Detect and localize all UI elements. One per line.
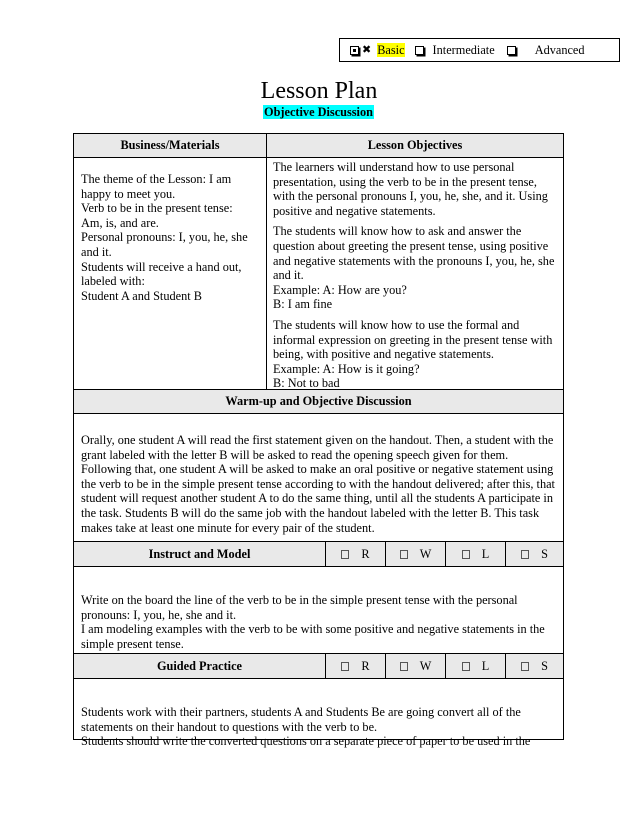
advanced-checkbox[interactable] — [507, 46, 516, 55]
level-selector — [339, 38, 620, 62]
objective-line: Example: A: How are you? — [273, 282, 407, 297]
skill-reading[interactable] — [326, 542, 386, 566]
lesson-plan-table — [73, 133, 564, 749]
materials-line: Students will receive a hand out, — [81, 259, 242, 274]
materials-line: Am, is, and are. — [81, 215, 159, 230]
instruct-header-row — [74, 542, 563, 567]
level-basic-label: Basic — [377, 42, 405, 57]
skill-label: W — [419, 658, 432, 673]
skill-speaking[interactable] — [506, 654, 563, 678]
skill-listening[interactable] — [446, 542, 506, 566]
table-body-row — [74, 158, 563, 390]
skill-label: R — [361, 546, 370, 561]
instruct-line: Write on the board the line of the verb to be in the simple present tense with the personal — [81, 593, 518, 607]
warmup-line: grant labeled with the letter B will be asked to read the opening speech given for them. — [81, 447, 509, 462]
objective-line: The students will know how to ask and answer the — [273, 224, 522, 239]
guided-heading: Guided Practice — [74, 654, 326, 678]
skill-label: S — [541, 658, 548, 673]
table-header-row — [74, 134, 563, 158]
objective-paragraph — [273, 318, 557, 391]
instruct-line: I am modeling examples with the verb to be with some positive and negative statements in the — [81, 622, 545, 637]
checkbox-icon — [521, 662, 529, 671]
skill-label: S — [541, 546, 548, 561]
instruct-line: simple present tense. — [81, 636, 184, 651]
skill-label: R — [361, 658, 370, 673]
objective-line: and it. — [273, 268, 304, 283]
skill-writing[interactable] — [386, 654, 446, 678]
materials-line: happy to meet you. — [81, 186, 176, 201]
objective-line: and negative statements with the pronouns I, you, he, she — [273, 253, 555, 268]
materials-line: Student A and Student B — [81, 288, 202, 303]
skill-listening[interactable] — [446, 654, 506, 678]
skill-label: L — [481, 546, 490, 561]
objective-line: Example: A: How is it going? — [273, 361, 420, 376]
instruct-line: pronouns: I, you, he, she and it. — [81, 607, 237, 622]
skill-label: W — [419, 546, 432, 561]
materials-line: labeled with: — [81, 274, 145, 289]
warmup-heading: Warm-up and Objective Discussion — [74, 390, 563, 414]
materials-line: and it. — [81, 244, 112, 259]
level-advanced-label: Advanced — [534, 42, 585, 57]
level-intermediate-label: Intermediate — [432, 42, 495, 57]
objective-line: positive and negative statements. — [273, 203, 436, 218]
objective-paragraph — [273, 160, 557, 218]
warmup-line: Orally, one student A will read the first statement given on the handout. Then, a student with the — [81, 433, 554, 447]
basic-checkbox[interactable] — [350, 46, 359, 55]
guided-line: statements on their handout to questions with the verb to be. — [81, 719, 378, 734]
checkbox-icon — [400, 662, 408, 671]
instruct-text — [74, 567, 563, 654]
checkbox-icon — [462, 550, 470, 559]
objective-line: informal expression on greeting in the present tense with — [273, 332, 553, 347]
skill-speaking[interactable] — [506, 542, 563, 566]
checkbox-icon — [462, 662, 470, 671]
checkbox-icon — [400, 550, 408, 559]
warmup-line: makes take at least one minute for every pair of the student. — [81, 520, 375, 535]
checkbox-icon — [341, 662, 349, 671]
materials-line: The theme of the Lesson: I am — [81, 172, 232, 186]
objective-line: being, with positive and negative statements. — [273, 347, 494, 362]
warmup-line: the verb to be in the simple present tense according to with the handout delivered; after this, that — [81, 476, 555, 491]
instruct-heading: Instruct and Model — [74, 542, 326, 566]
checkbox-icon — [341, 550, 349, 559]
materials-line: Personal pronouns: I, you, he, she — [81, 230, 248, 245]
checked-x-icon: ✖ — [362, 42, 372, 56]
intermediate-checkbox[interactable] — [415, 46, 424, 55]
objectives-cell — [267, 158, 563, 389]
warmup-line: student will request another student A to do the same thing, until all the students A participate in — [81, 491, 553, 506]
objective-paragraph — [273, 224, 557, 312]
materials-line: Verb to be in the present tense: — [81, 201, 233, 216]
objective-line: The students will know how to use the formal and — [273, 317, 520, 332]
guided-line: Students should write the converted questions on a separate piece of paper to be used in the — [81, 734, 531, 749]
guided-line: Students work with their partners, students A and Students Be are going convert all of the — [81, 705, 521, 719]
warmup-line: Following that, one student A will be asked to make an oral positive or negative statement using — [81, 462, 554, 477]
guided-header-row — [74, 654, 563, 679]
objective-line: B: I am fine — [273, 297, 333, 312]
objective-line: The learners will understand how to use personal — [273, 160, 515, 174]
warmup-line: the task. Students B will do the same job with the handout labeled with the letter B. This task — [81, 505, 540, 520]
page-subtitle: Objective Discussion — [264, 105, 373, 119]
materials-cell — [74, 158, 267, 389]
materials-header: Business/Materials — [74, 134, 267, 157]
page-title: Lesson Plan — [260, 78, 378, 104]
skill-writing[interactable] — [386, 542, 446, 566]
skill-label: L — [481, 658, 490, 673]
objective-line: presentation, using the verb to be in the present tense, — [273, 174, 537, 189]
guided-text — [74, 679, 563, 749]
objectives-header: Lesson Objectives — [367, 138, 463, 153]
objective-line: B: Not to bad — [273, 376, 340, 391]
warmup-text — [74, 414, 563, 542]
objective-line: with the personal pronouns I, you, he, she, and it. Using — [273, 189, 548, 204]
checkbox-icon — [521, 550, 529, 559]
skill-reading[interactable] — [326, 654, 386, 678]
objective-line: question about greeting the present tense, using positive — [273, 238, 549, 253]
